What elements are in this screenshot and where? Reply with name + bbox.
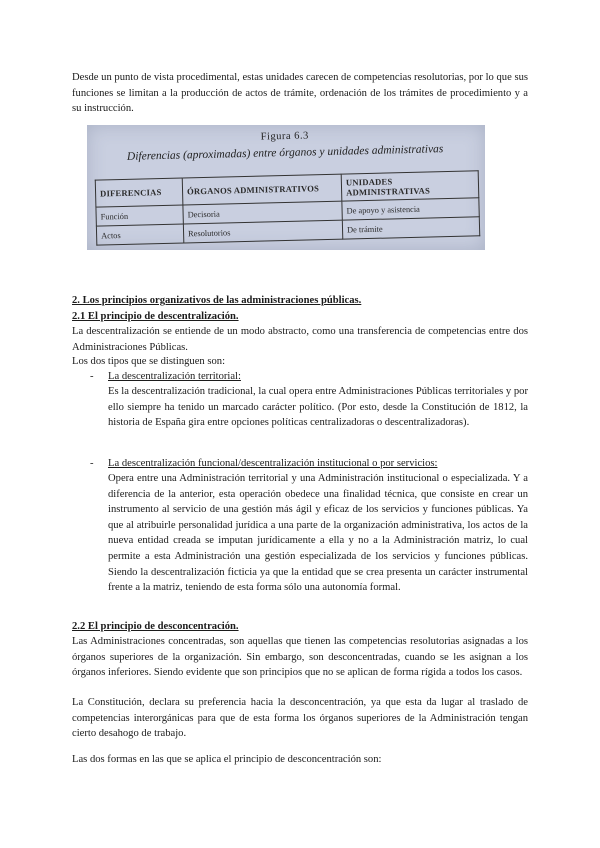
- descentralizacion-paragraph: La descentralización se entiende de un modo abstracto, como una transferencia de competencias entre dos Administraciones Públicas.: [72, 326, 528, 353]
- figure-scan: [87, 125, 485, 250]
- figure-title: Diferencias (aproximadas) entre órganos y unidades administrativas: [126, 143, 444, 163]
- bullet-title-territorial: La descentralización territorial:: [108, 371, 241, 382]
- table-cell: De trámite: [342, 217, 479, 239]
- forms-intro: Las dos formas en las que se aplica el principio de desconcentración son:: [72, 754, 382, 765]
- table-cell: De apoyo y asistencia: [342, 198, 479, 220]
- table-cell: Actos: [96, 224, 183, 245]
- table-cell: Decisoria: [183, 201, 342, 224]
- section-heading: 2. Los principios organizativos de las administraciones públicas.: [72, 295, 362, 306]
- subsection-heading-desconcentracion: 2.2 El principio de desconcentración.: [72, 621, 239, 632]
- table-cell: Resolutorios: [183, 220, 342, 243]
- table-header: DIFERENCIAS: [95, 178, 183, 207]
- table-header: ÓRGANOS ADMINISTRATIVOS: [182, 174, 342, 205]
- figure-content: [87, 125, 485, 250]
- bullet-text-funcional: Opera entre una Administración territorial y una Administración institucional o especializada. Y a diferencia de la anterior, esta operación obedece una finalidad técnica, que consiste en crear un instrumento al servicio de una gestión más ágil y eficaz de los servicios y funciones públicas. Ya que al atribuirle personalidad jurídica a una parte de la organización administrativa, los actos de la nueva entidad creada se imputan jurídicamente a ella y no a la Administración matriz, lo cual permite a esta Administración una gestión especializada de los servicios y funciones públicas. Siendo la descentralización ficticia ya que la entidad que se crea presenta un carácter instrumental frente a la matriz, teniendo de esta forma sólo una autonomía formal.: [108, 473, 528, 594]
- bullet-title-funcional: La descentralización funcional/descentralización institucional o por servicios:: [108, 458, 438, 469]
- figure-label: Figura 6.3: [260, 130, 309, 143]
- intro-paragraph: Desde un punto de vista procedimental, estas unidades carecen de competencias resolutorias, por lo que sus funciones se limitan a la producción de actos de trámite, ordenación de los trámites de procedimiento y a su instrucción.: [72, 72, 528, 115]
- bullet-dash: -: [90, 371, 94, 382]
- figure-table: [95, 170, 480, 245]
- subsection-heading-descentralizacion: 2.1 El principio de descentralización.: [72, 311, 239, 322]
- bullet-text-territorial: Es la descentralización tradicional, la cual opera entre Administraciones Públicas territoriales y por ello siempre ha tenido un marcado carácter político. (Por esto, desde la Constitución de 1812, la historia de España gira entre opciones políticas centralizadoras o descentralizadoras).: [108, 386, 528, 429]
- table-header: UNIDADES ADMINISTRATIVAS: [341, 171, 479, 201]
- desconcentracion-paragraph-2: La Constitución, declara su preferencia hacia la desconcentración, ya que esta da lugar al traslado de competencias interorgánicas para que de esta forma los órganos superiores de la Administración tengan cierto desahogo de trabajo.: [72, 697, 528, 740]
- desconcentracion-paragraph-1: Las Administraciones concentradas, son aquellas que tienen las competencias resolutorias asignadas a los órganos superiores de la organización. Sin embargo, son desconcentradas, cuando se les asignan a los órganos inferiores. Siendo evidente que son principios que no se aplican de forma rígida a todos los casos.: [72, 636, 528, 679]
- types-intro: Los dos tipos que se distinguen son:: [72, 356, 226, 367]
- table-cell: Función: [96, 205, 183, 226]
- bullet-dash: -: [90, 458, 94, 469]
